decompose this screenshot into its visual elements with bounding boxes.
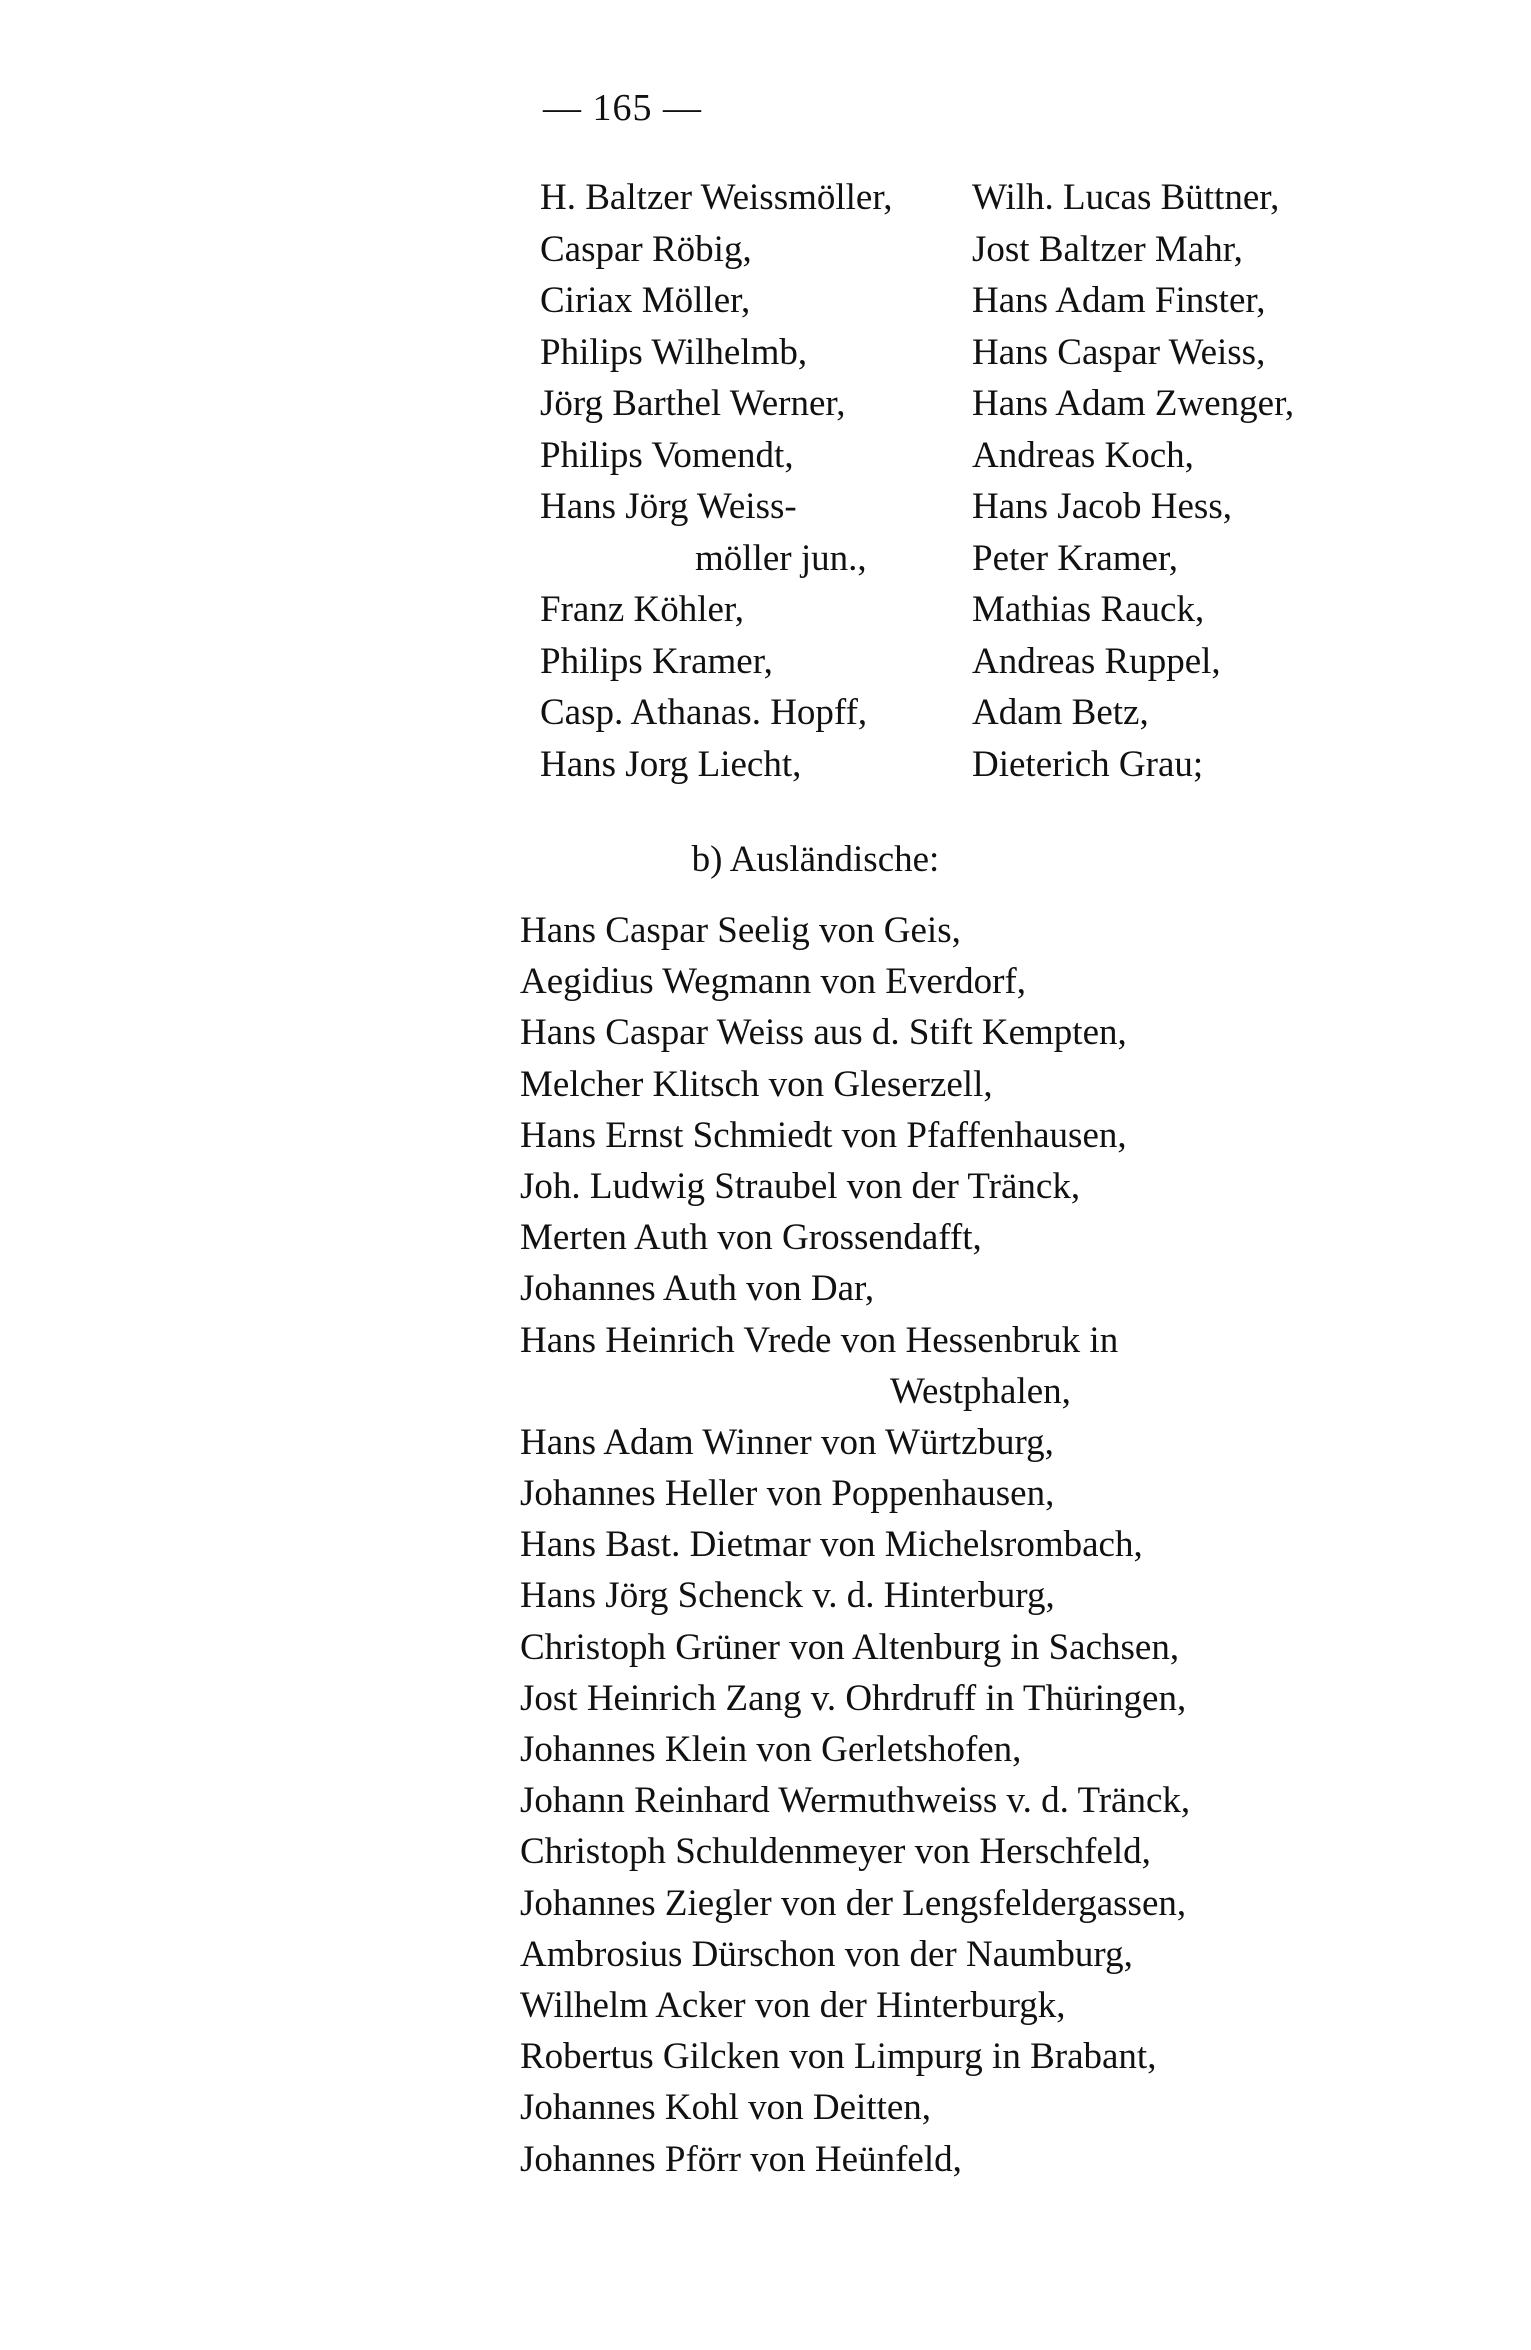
name-entry: Franz Köhler, [540,589,745,630]
name-entry: Johannes Klein von Gerletshofen, [520,1729,1022,1770]
left-name-column [540,172,960,790]
name-entry: Hans Adam Finster, [972,280,1266,321]
name-entry: Philips Wilhelmb, [540,331,808,373]
foreign-names-list [520,905,1420,2185]
name-entry: Peter Kramer, [972,537,1179,579]
name-entry: Hans Caspar Weiss aus d. Stift Kempten, [520,1012,1127,1054]
name-entry: Casp. Athanas. Hopff, [540,692,868,733]
name-entry: Hans Adam Zwenger, [972,383,1295,424]
name-entry: Johann Reinhard Wermuthweiss v. d. Tränck, [520,1780,1191,1822]
name-entry: Ciriax Möller, [540,280,751,321]
name-entry: Johannes Heller von Poppenhausen, [520,1473,1055,1515]
name-entry: Andreas Ruppel, [972,640,1221,682]
name-entry: Johannes Auth von Dar, [520,1268,875,1310]
name-entry: Andreas Koch, [972,434,1194,476]
name-entry: Jörg Barthel Werner, [540,383,846,424]
name-entry: Caspar Röbig, [540,228,752,270]
name-entry: Philips Vomendt, [540,434,794,476]
name-entry: H. Baltzer Weissmöller, [540,177,893,218]
section-heading: b) Ausländische: [691,839,940,880]
name-entry: Hans Jacob Hess, [972,486,1232,527]
name-entry: Christoph Grüner von Altenburg in Sachsen, [520,1626,1180,1668]
name-entry-continuation: möller jun., [695,537,867,579]
local-names-columns [540,172,1420,802]
name-entry: Hans Jörg Weiss- [540,486,797,527]
name-entry: Hans Ernst Schmiedt von Pfaffenhausen, [520,1114,1127,1156]
name-entry: Dieterich Grau; [972,743,1204,785]
name-entry: Joh. Ludwig Straubel von der Tränck, [520,1165,1081,1207]
page-number: — 165 — [543,87,702,129]
name-entry: Johannes Kohl von Deitten, [520,2087,932,2129]
name-entry: Hans Caspar Seelig von Geis, [520,910,961,951]
name-entry: Hans Bast. Dietmar von Michelsrombach, [520,1524,1143,1566]
name-entry: Adam Betz, [972,692,1149,733]
name-entry: Johannes Pförr von Heünfeld, [520,2138,962,2180]
name-entry: Robertus Gilcken von Limpurg in Brabant, [520,2036,1157,2078]
name-entry-continuation: Westphalen, [890,1370,1071,1412]
name-entry: Johannes Ziegler von der Lengsfeldergassen, [520,1882,1187,1924]
name-entry: Wilh. Lucas Büttner, [972,177,1280,218]
right-name-column [972,172,1420,790]
name-entry: Melcher Klitsch von Gleserzell, [520,1063,993,1105]
name-entry: Philips Kramer, [540,640,773,682]
name-entry: Ambrosius Dürschon von der Naumburg, [520,1933,1133,1975]
name-entry: Aegidius Wegmann von Everdorf, [520,961,1027,1003]
name-entry: Merten Auth von Grossendafft, [520,1217,982,1259]
name-entry: Hans Jorg Liecht, [540,743,802,785]
name-entry: Christoph Schuldenmeyer von Herschfeld, [520,1831,1151,1873]
name-entry: Mathias Rauck, [972,589,1205,630]
name-entry: Wilhelm Acker von der Hinterburgk, [520,1984,1066,2026]
name-entry: Jost Baltzer Mahr, [972,228,1243,270]
name-entry: Hans Jörg Schenck v. d. Hinterburg, [520,1575,1055,1617]
name-entry: Jost Heinrich Zang v. Ohrdruff in Thüringen, [520,1677,1187,1719]
name-entry: Hans Adam Winner von Würtzburg, [520,1421,1054,1463]
name-entry: Hans Caspar Weiss, [972,331,1266,373]
name-entry: Hans Heinrich Vrede von Hessenbruk in [520,1319,1119,1361]
